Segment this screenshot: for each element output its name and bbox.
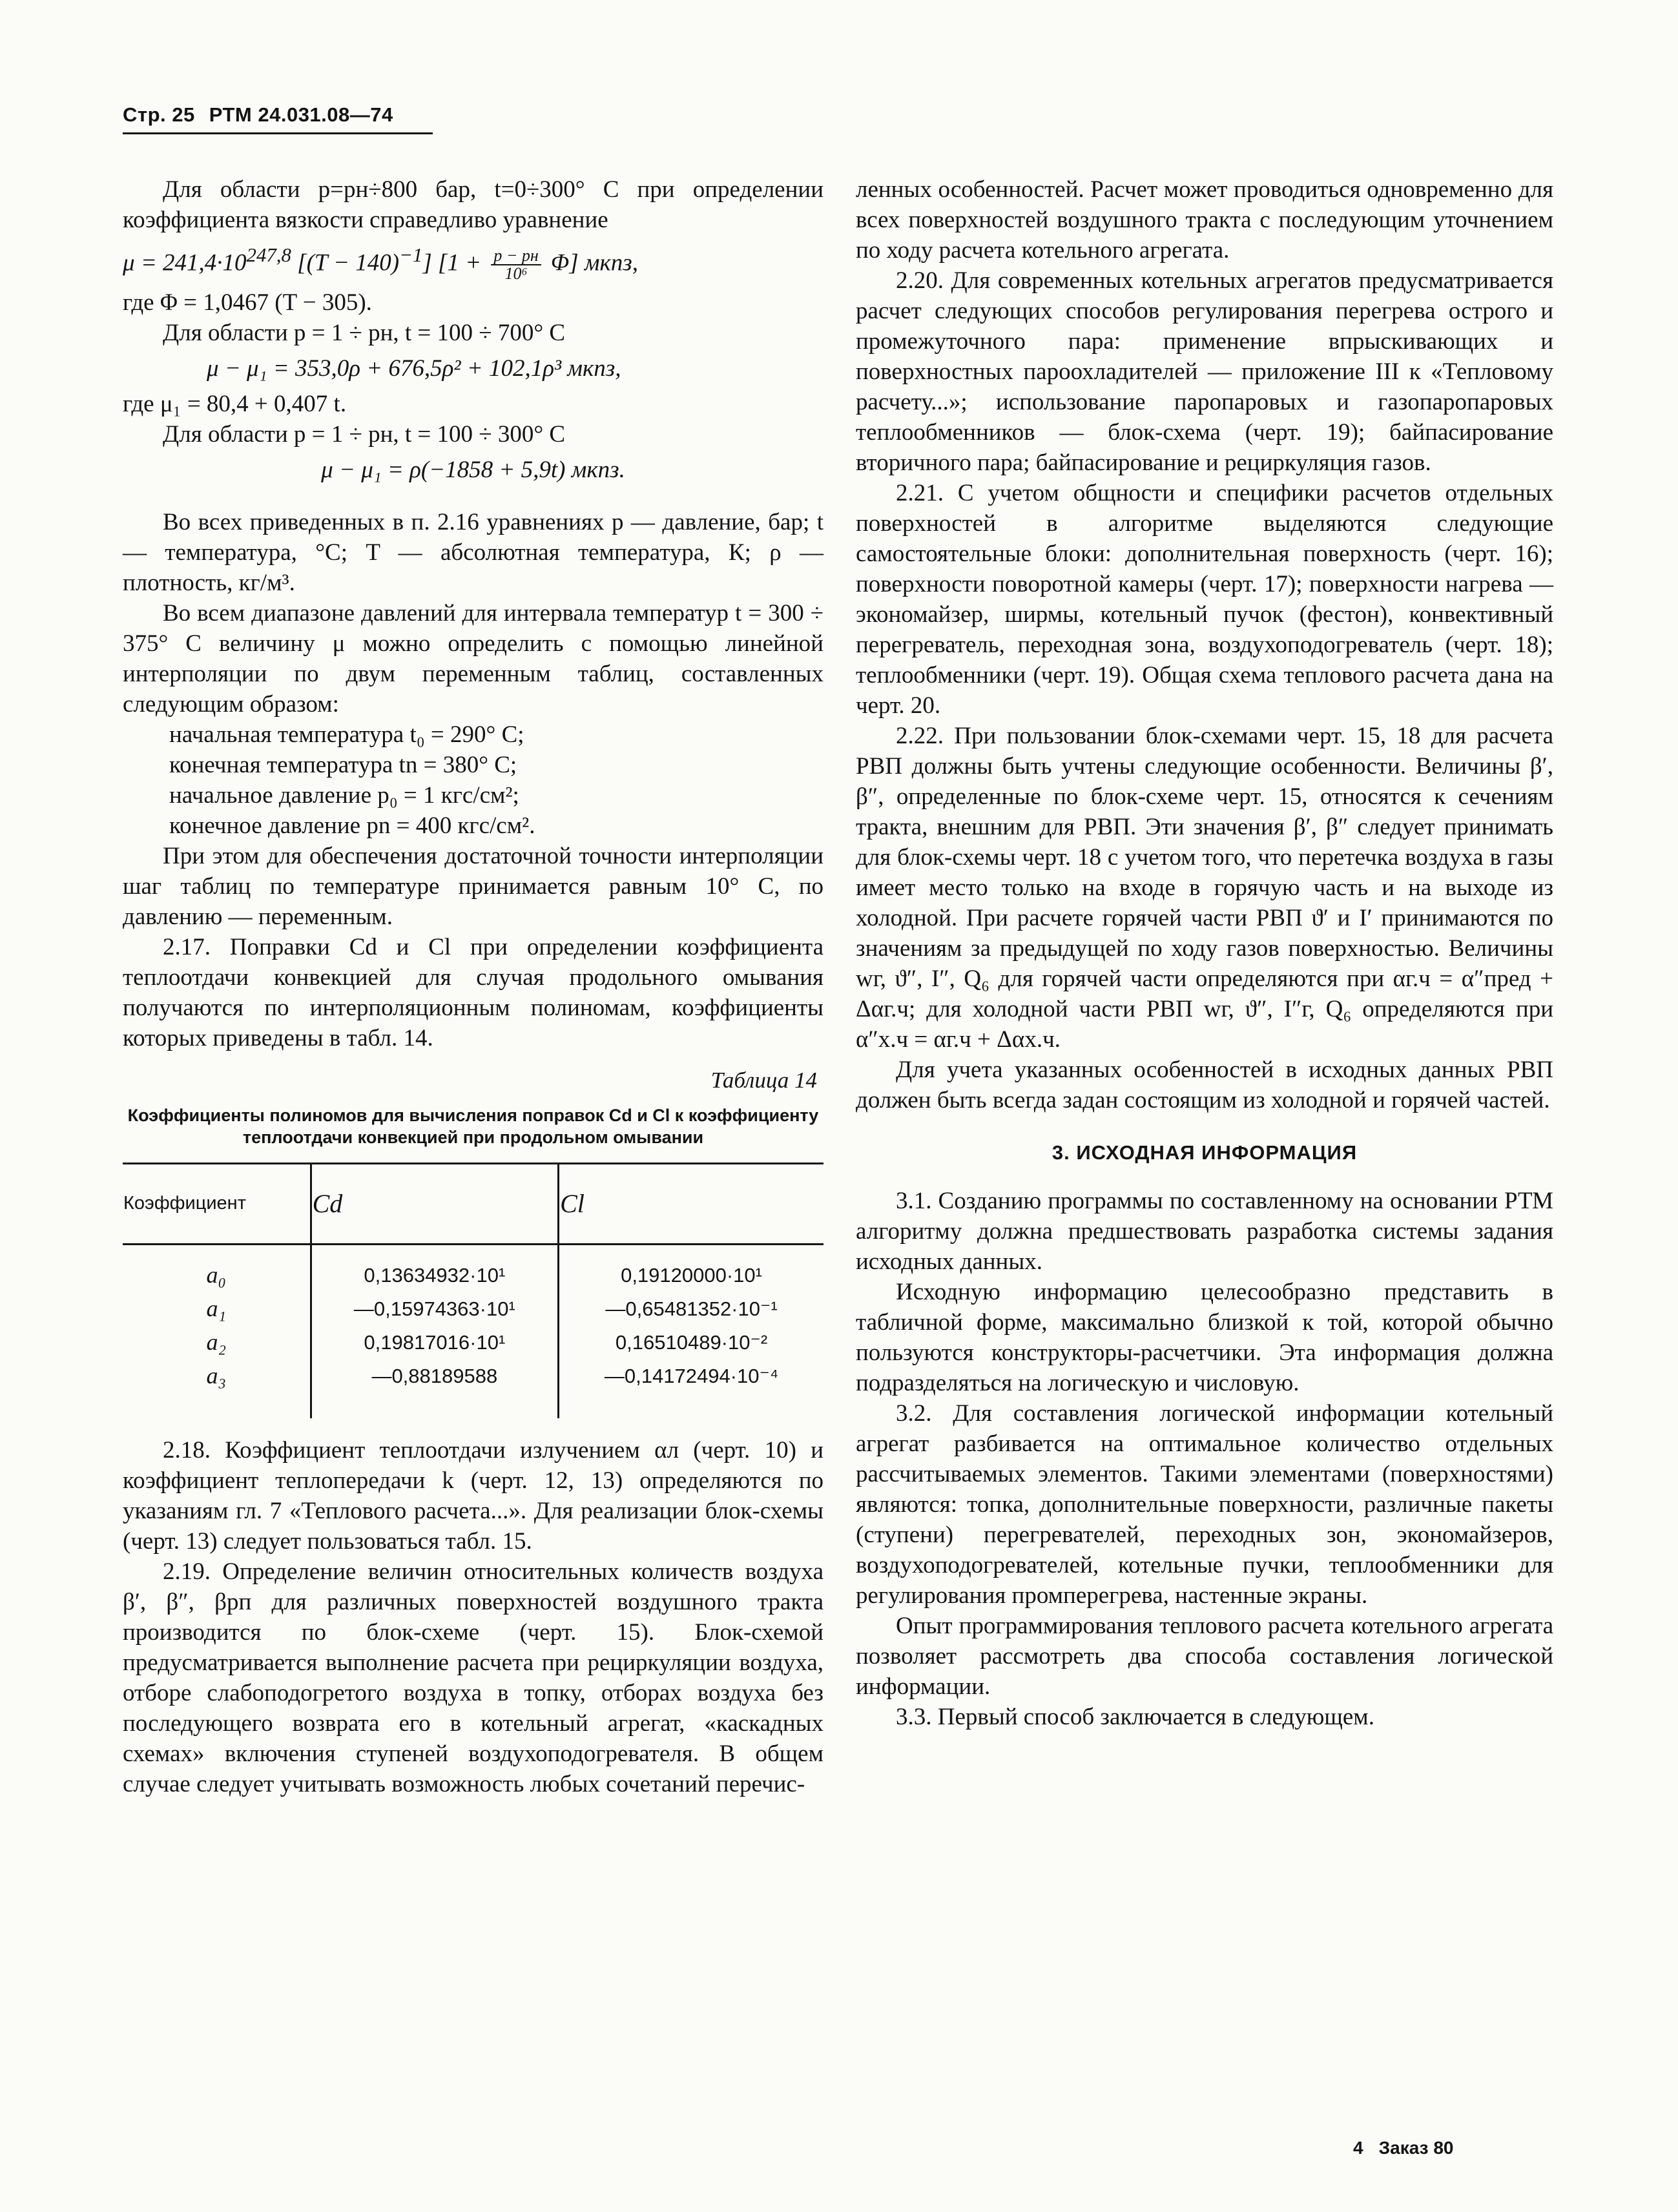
paragraph: Для учета указанных особенностей в исходных данных РВП должен быть всегда задан состоящим из холодной и горячей частей. xyxy=(856,1057,1553,1113)
page-number: Стр. 25 xyxy=(123,103,195,126)
table-cell: a₀ xyxy=(206,1262,227,1288)
paragraph: где Φ = 1,0467 (T − 305). xyxy=(123,289,372,316)
table-cell: —0,88189588 xyxy=(311,1359,559,1418)
table-row xyxy=(123,1244,823,1292)
table-cell: 0,19817016·10¹ xyxy=(311,1326,559,1359)
viscosity-formula-1: $\mu = 241,4\cdot 10^{247,8}$ $[(T - 140)^{-1}]$ [1 + $\frac{p - pн}{\text{10⁶}}$ Φ] мкпз, xyxy=(123,244,638,283)
paragraph: При этом для обеспечения достаточной точности интерполяции шаг таблиц по температуре принимается равным 10° С, по давлению — переменным. xyxy=(123,842,823,930)
viscosity-formula-3: μ − μ₁ = ρ(−1858 + 5,9t) мкпз. xyxy=(321,456,625,483)
table-title: Таблица 14 xyxy=(710,1067,817,1093)
table-row xyxy=(123,1326,823,1359)
paragraph: 3.1. Созданию программы по составленному на основании РТМ алгоритму должна предшествовать разработка системы задания исходных данных. xyxy=(856,1188,1553,1275)
table-cell: 0,16510489·10⁻² xyxy=(559,1326,823,1359)
page-header xyxy=(123,103,393,127)
table-cell: —0,15974363·10¹ xyxy=(311,1292,559,1326)
paragraph: Исходную информацию целесообразно представить в табличной форме, максимально близкой к той, которой обычно пользуются конструкторы-расчетчики. Эта информация должна подразделяться на логическую и числовую. xyxy=(856,1279,1553,1396)
paragraph: 3.2. Для составления логической информации котельный агрегат разбивается на оптимальное количество отдельных рассчитываемых элементов. Такими элементами (поверхностями) являются: топка, дополнительные поверхности, различные пакеты (ступени) перегревателей, переходных зон, экономайзеров, воздухоподогревателей, котельные пучки, теплообменники для регулирования промперегрева, настенные экраны. xyxy=(856,1400,1553,1609)
paragraph: ленных особенностей. Расчет может проводиться одновременно для всех поверхностей воздушного тракта с последующим уточнением по ходу расчета котельного агрегата. xyxy=(856,176,1553,264)
table-cell: a₃ xyxy=(206,1363,227,1389)
section-title: 3. ИСХОДНАЯ ИНФОРМАЦИЯ xyxy=(1051,1141,1358,1164)
list-item: начальное давление p₀ = 1 кгс/см²; xyxy=(169,781,519,809)
paragraph: 2.17. Поправки Cd и Cl при определении коэффициента теплоотдачи конвекцией для случая продольного омывания получаются по интерполяционным полиномам, коэффициенты которых приведены в табл. 14. xyxy=(123,933,823,1051)
table-cell: 0,13634932·10¹ xyxy=(311,1244,559,1292)
table-cell: —0,65481352·10⁻¹ xyxy=(559,1292,823,1326)
viscosity-formula-2: μ − μ₁ = 353,0ρ + 676,5ρ² + 102,1ρ³ мкпз, xyxy=(207,355,621,382)
table-cell: a₁ xyxy=(206,1296,227,1322)
paragraph: Во всех приведенных в п. 2.16 уравнениях p — давление, бар; t — температура, °С; T — абсолютная температура, К; ρ — плотность, кг/м³. xyxy=(123,508,823,596)
coefficients-table xyxy=(123,1163,823,1418)
paragraph: 2.20. Для современных котельных агрегатов предусматривается расчет следующих способов регулирования перегрева острого и промежуточного пара: применение впрыскивающих и поверхностных пароохладителей — приложение III к «Тепловому расчету...»; использование паропаровых и газопаропаровых теплообменников — блок-схема (черт. 19); байпасирование вторичного пара; байпасирование и рециркуляция газов. xyxy=(856,267,1553,476)
header-rule xyxy=(123,132,433,134)
paragraph: 2.18. Коэффициент теплоотдачи излучением αл (черт. 10) и коэффициент теплопередачи k (черт. 12, 13) определяются по указаниям гл. 7 «Теплового расчета...». Для реализации блок-схемы (черт. 13) следует пользоваться табл. 15. xyxy=(123,1436,823,1555)
paragraph: Во всем диапазоне давлений для интервала температур t = 300 ÷ 375° С величину μ можно определить с помощью линейной интерполяции по двум переменным таблиц, составленных следующим образом: xyxy=(123,599,823,718)
paragraph: где μ₁ = 80,4 + 0,407 t. xyxy=(123,390,347,417)
list-item: конечная температура tn = 380° С; xyxy=(169,751,517,778)
document-code: РТМ 24.031.08—74 xyxy=(209,103,393,126)
paragraph: 2.22. При пользовании блок-схемами черт. 15, 18 для расчета РВП должны быть учтены следующие особенности. Величины β′, β″, определенные по блок-схеме черт. 15, относятся к сечениям тракта, внешним для РВП. Эти значения β′, β″ следует принимать для блок-схемы черт. 18 с учетом того, что перетечка воздуха в газы имеет место только на входе в горячую часть и на выходе из холодной. При расчете горячей части РВП ϑ′ и I′ принимаются по значениям за предыдущей по ходу газов поверхностью. Величины wг, ϑ″, I″, Q₆ для горячей части определяются при αг.ч = α″пред + Δαг.ч; для холодной части РВП wг, ϑ″, I″г, Q₆ определяются при α″х.ч = αг.ч + Δαх.ч. xyxy=(856,723,1553,1053)
paragraph: 2.21. С учетом общности и специфики расчетов отдельных поверхностей в алгоритме выделяются следующие самостоятельные блоки: дополнительная поверхность (черт. 16); поверхности поворотной камеры (черт. 17); поверхности нагрева — экономайзер, ширмы, котельный пучок (фестон), конвективный перегреватель, переходная зона, воздухоподогреватель (черт. 18); теплообменники (черт. 19). Общая схема теплового расчета дана на черт. 20. xyxy=(856,480,1553,719)
table-cell: a₂ xyxy=(206,1329,227,1356)
table-header: Коэффициент xyxy=(123,1163,311,1244)
left-column xyxy=(123,174,823,1799)
paragraph: 3.3. Первый способ заключается в следующем. xyxy=(896,1704,1374,1730)
table-header: Cl xyxy=(559,1163,823,1244)
right-column xyxy=(856,174,1553,1732)
table-row xyxy=(123,1359,823,1418)
list-item: начальная температура t₀ = 290° С; xyxy=(169,721,524,748)
table-cell: —0,14172494·10⁻⁴ xyxy=(559,1359,823,1418)
list-item: конечное давление pn = 400 кгс/см². xyxy=(169,812,535,839)
table-cell: 0,19120000·10¹ xyxy=(559,1244,823,1292)
paragraph: Для области p = 1 ÷ pн, t = 100 ÷ 700° С xyxy=(163,319,566,346)
paragraph: Для области p = 1 ÷ pн, t = 100 ÷ 300° С xyxy=(163,420,566,448)
paragraph: Опыт программирования теплового расчета котельного агрегата позволяет рассмотреть два способа составления логической информации. xyxy=(856,1613,1553,1700)
order-number: Заказ 80 xyxy=(1378,2138,1454,2158)
page-footer xyxy=(1353,2138,1453,2158)
paragraph: Для области p=pн÷800 бар, t=0÷300° С при определении коэффициента вязкости справедливо уравнение xyxy=(123,176,823,233)
paragraph: 2.19. Определение величин относительных количеств воздуха β′, β″, βрп для различных поверхностей воздушного тракта производится по блок-схеме (черт. 15). Блок-схемой предусматривается выполнение расчета при рециркуляции воздуха, отборе слабоподогретого воздуха в топку, отборах воздуха без последующего возврата его в котельный агрегат, «каскадных схемах» включения ступеней воздухоподогревателя. В общем случае следует учитывать возможность любых сочетаний перечис- xyxy=(123,1558,823,1797)
pressure-fraction: $\frac{p - pн}{\text{10⁶}}$ xyxy=(491,247,541,282)
table-header: Cd xyxy=(311,1163,559,1244)
table-row xyxy=(123,1292,823,1326)
table-caption: Коэффициенты полиномов для вычисления поправок Cd и Cl к коэффициенту теплоотдачи конвекцией при продольном омывании xyxy=(127,1105,819,1147)
sheet-number: 4 xyxy=(1353,2138,1363,2158)
